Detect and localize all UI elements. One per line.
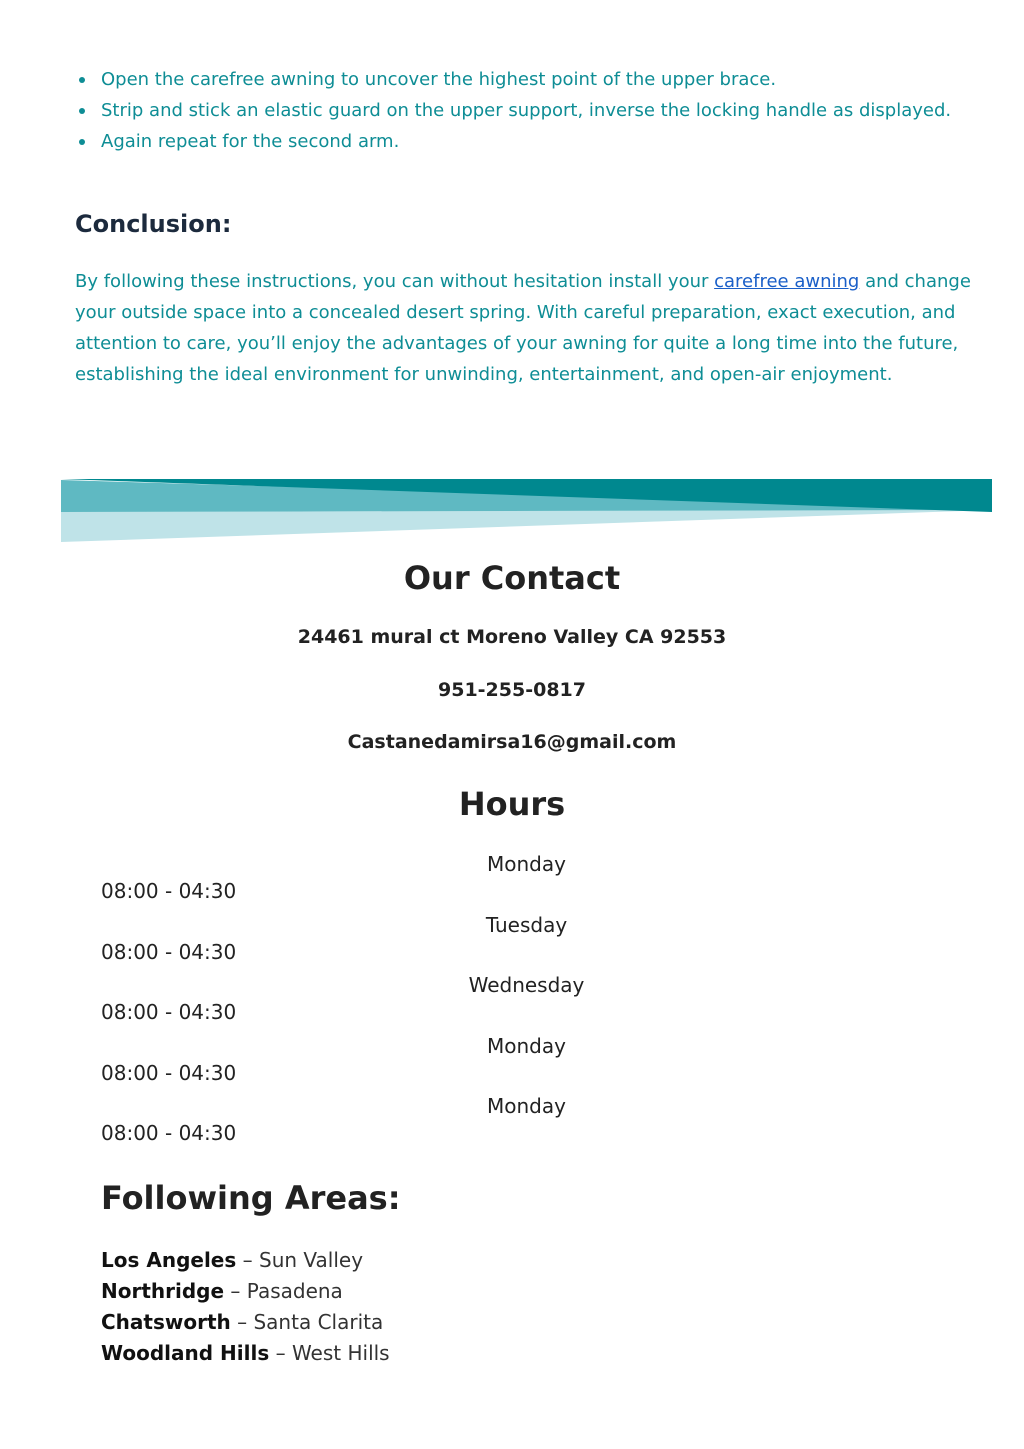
hours-day: Monday: [487, 852, 566, 876]
hours-row: [0, 850, 1024, 911]
divider-light-stripe: [61, 510, 992, 542]
areas-list: [101, 1245, 390, 1369]
section-divider-band: [61, 478, 992, 542]
areas-title: Following Areas:: [101, 1179, 401, 1217]
area-secondary: – Santa Clarita: [230, 1310, 384, 1334]
area-secondary: – Sun Valley: [236, 1248, 364, 1272]
list-item: Open the carefree awning to uncover the highest point of the upper brace.: [75, 64, 955, 95]
area-primary: Northridge: [101, 1279, 225, 1303]
hours-day: Monday: [487, 1094, 566, 1118]
conclusion-paragraph: [75, 266, 985, 390]
hours-time: 08:00 - 04:30: [101, 1000, 237, 1024]
hours-day: Tuesday: [485, 912, 568, 937]
hours-time: 08:00 - 04:30: [101, 1060, 237, 1085]
conclusion-text-end: and change your outside space into a concealed desert spring. With careful preparation, exact execution, and attention to care, you’ll enjoy the advantages of your awning for quite a long time into the future, establishing the ideal environment for unwinding, entertainment, and open-air enjoyment.: [75, 271, 971, 385]
area-row: [101, 1276, 390, 1307]
list-item: Again repeat for the second arm.: [75, 126, 955, 157]
contact-address: 24461 mural ct Moreno Valley CA 92553: [297, 626, 727, 648]
hours-row: [0, 1032, 1024, 1093]
carefree-awning-link[interactable]: carefree awning: [714, 271, 860, 292]
contact-title: Our Contact: [403, 559, 621, 597]
conclusion-heading: Conclusion:: [75, 210, 232, 238]
hours-time: 08:00 - 04:30: [101, 879, 237, 903]
hours-row: [0, 971, 1024, 1032]
hours-day: Monday: [487, 1033, 566, 1058]
area-row: [101, 1307, 390, 1338]
area-primary: Chatsworth: [101, 1310, 231, 1334]
area-row: [101, 1245, 390, 1276]
hours-row: [0, 911, 1024, 972]
instruction-list: [75, 64, 955, 157]
contact-phone: 951-255-0817: [438, 679, 586, 701]
hours-day: Wednesday: [468, 973, 585, 997]
area-secondary: – Pasadena: [224, 1279, 343, 1303]
hours-row: [0, 1092, 1024, 1153]
conclusion-text-start: By following these instructions, you can without hesitation install your: [75, 271, 715, 292]
area-row: [101, 1338, 390, 1369]
hours-title: Hours: [458, 785, 566, 823]
hours-time: 08:00 - 04:30: [101, 939, 237, 964]
hours-table: [0, 850, 1024, 1153]
list-item: Strip and stick an elastic guard on the upper support, inverse the locking handle as displayed.: [75, 95, 955, 126]
area-primary: Los Angeles: [101, 1248, 237, 1272]
area-secondary: – West Hills: [269, 1341, 390, 1365]
area-primary: Woodland Hills: [101, 1341, 270, 1365]
contact-email: Castanedamirsa16@gmail.com: [347, 731, 677, 753]
hours-time: 08:00 - 04:30: [101, 1121, 237, 1145]
